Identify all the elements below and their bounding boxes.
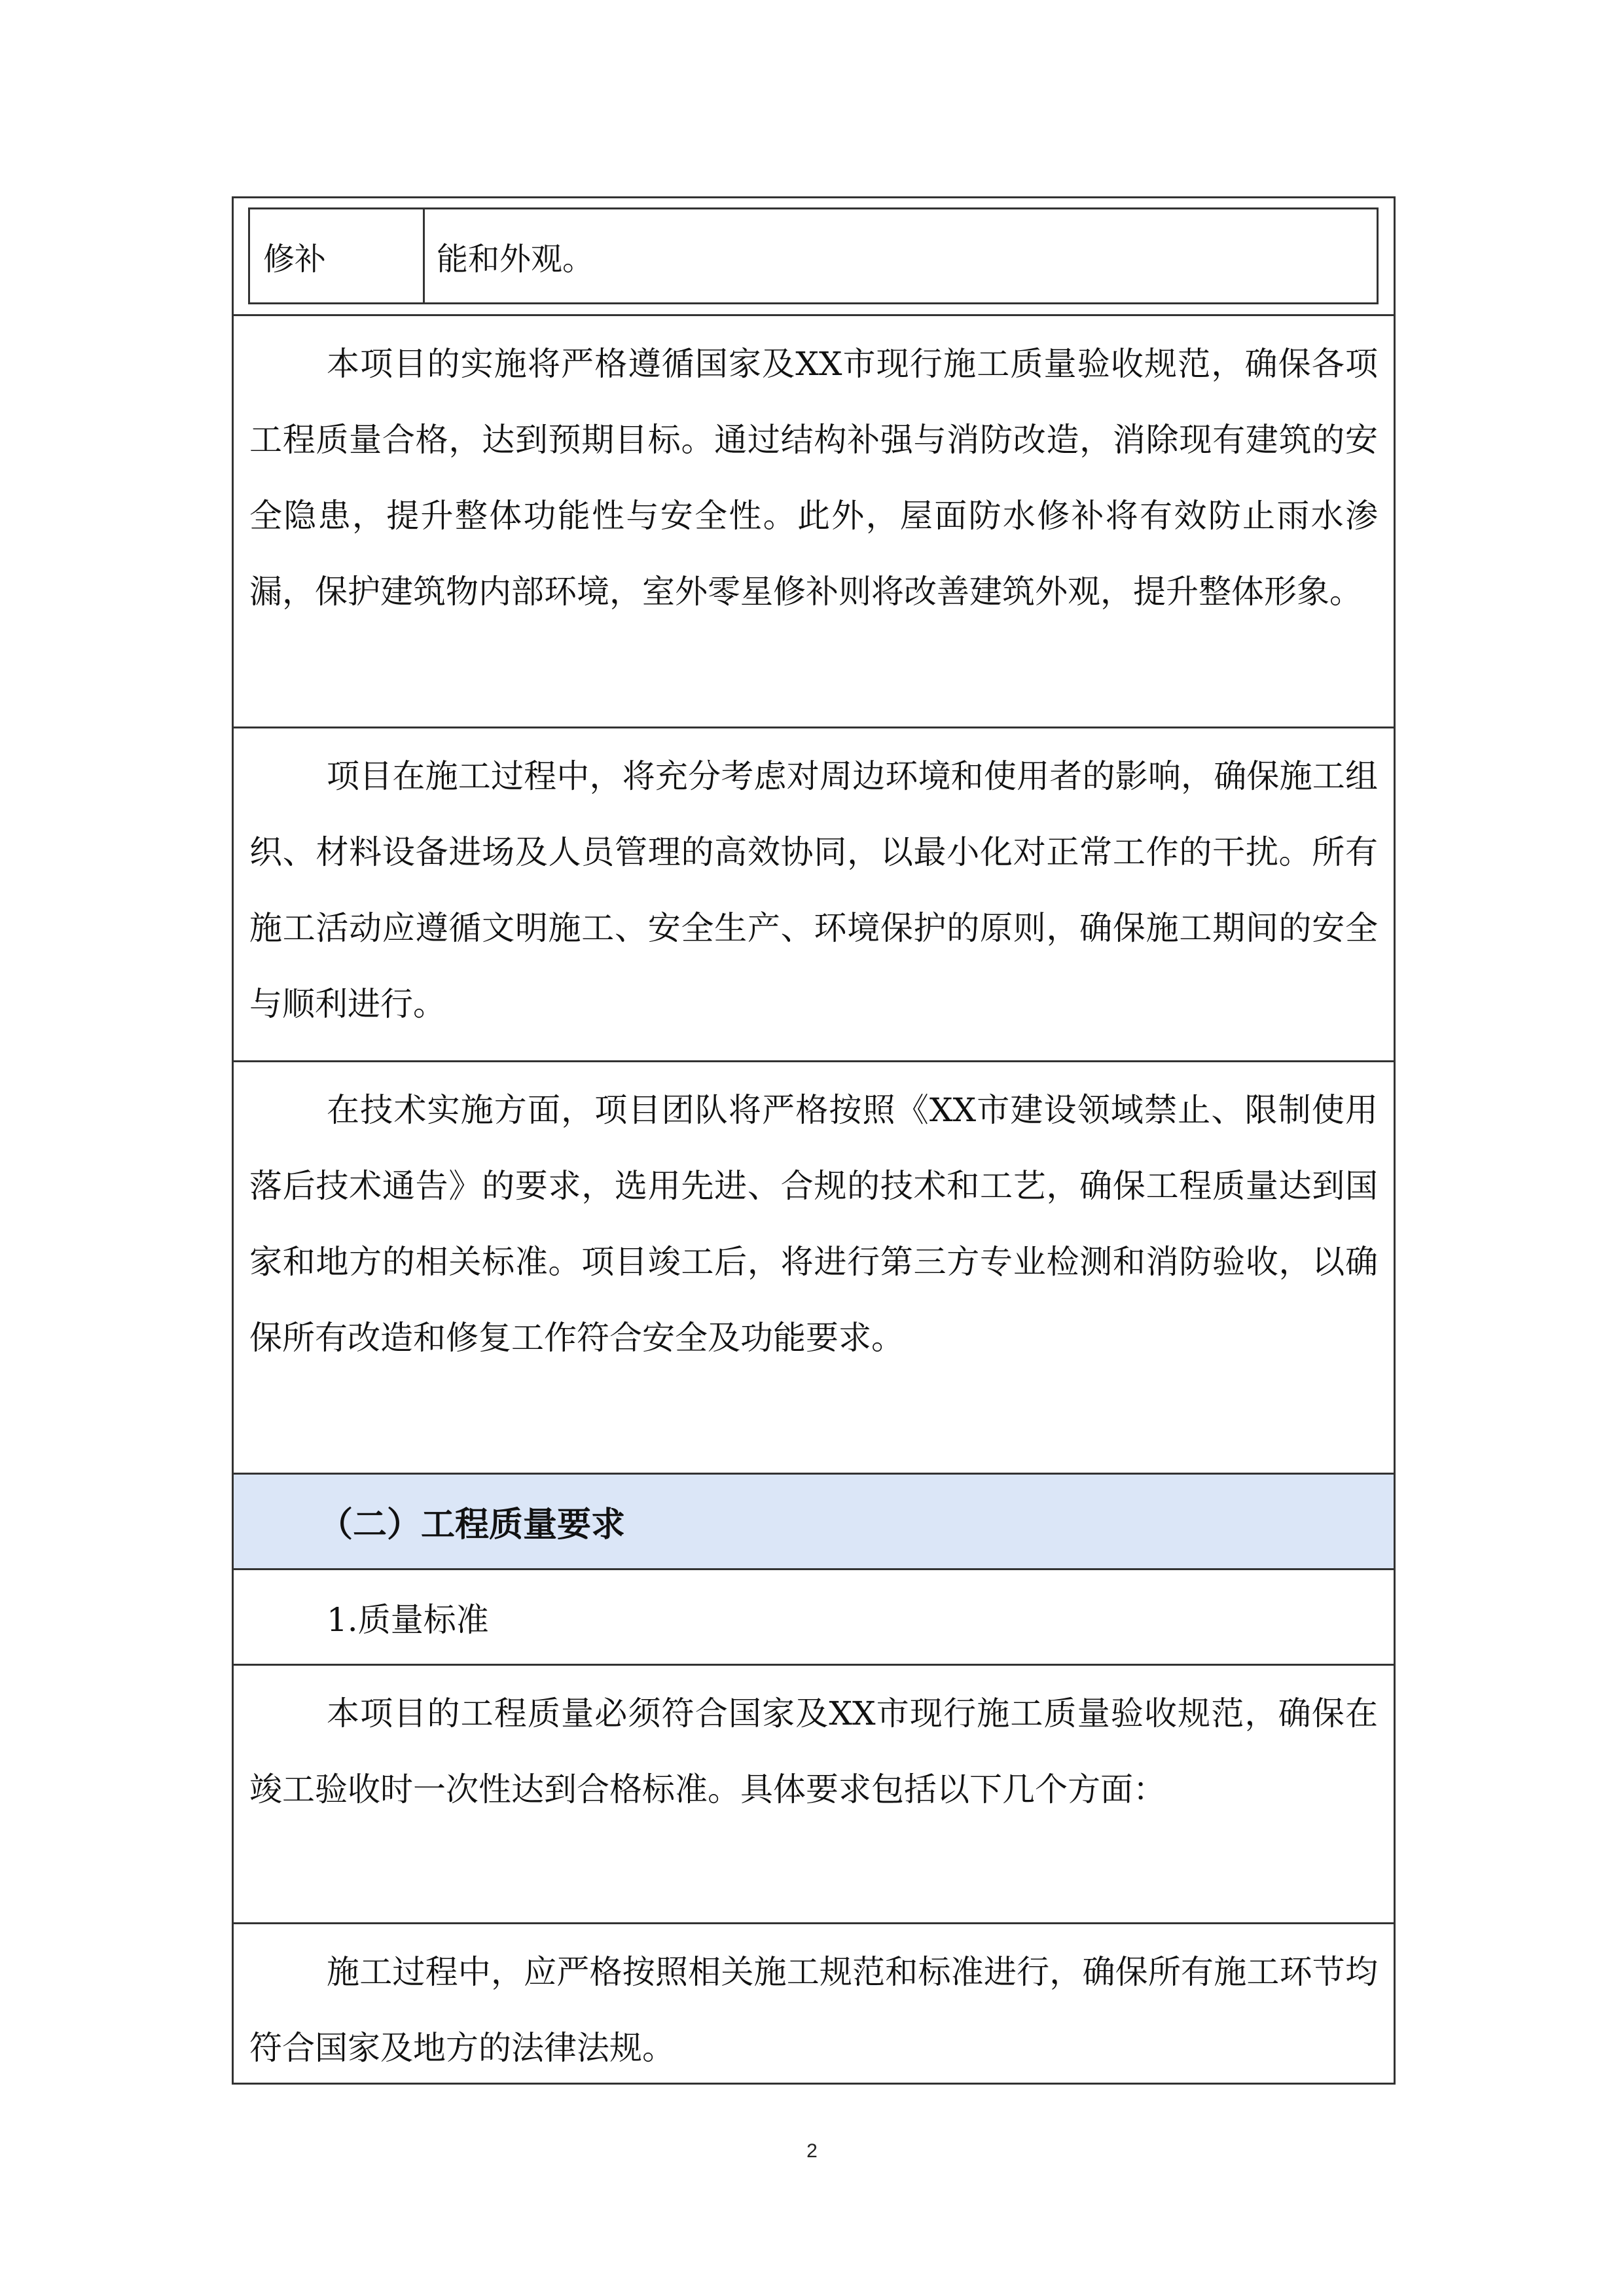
subsection-heading-row	[234, 1570, 1394, 1666]
subsection-heading: 1.质量标准	[327, 1600, 489, 1639]
paragraph-row	[234, 728, 1394, 1062]
nested-table	[248, 207, 1379, 304]
document-table	[232, 196, 1396, 2085]
nested-table-row	[234, 198, 1394, 316]
paragraph-construction-process: 项目在施工过程中，将充分考虑对周边环境和使用者的影响，确保施工组织、材料设备进场及人员管理的高效协同，以最小化对正常工作的干扰。所有施工活动应遵循文明施工、安全生产、环境保护的原则，确保施工期间的安全与顺利进行。	[249, 757, 1378, 1023]
section-heading-row	[234, 1475, 1394, 1570]
section-heading: （二）工程质量要求	[319, 1505, 626, 1545]
paragraph-technical-implementation: 在技术实施方面，项目团队将严格按照《XX市建设领域禁止、限制使用落后技术通告》的要求，选用先进、合规的技术和工艺，确保工程质量达到国家和地方的相关标准。项目竣工后，将进行第三方专业检测和消防验收，以确保所有改造和修复工作符合安全及功能要求。	[249, 1091, 1378, 1357]
nested-cell-value: 能和外观。	[437, 240, 594, 278]
page-number: 2	[806, 2140, 818, 2162]
paragraph-row	[234, 316, 1394, 728]
paragraph-construction-compliance: 施工过程中，应严格按照相关施工规范和标准进行，确保所有施工环节均符合国家及地方的法律法规。	[249, 1953, 1378, 2067]
paragraph-row	[234, 1062, 1394, 1475]
paragraph-row	[234, 1666, 1394, 1924]
paragraph-quality-standard: 本项目的工程质量必须符合国家及XX市现行施工质量验收规范，确保在竣工验收时一次性达到合格标准。具体要求包括以下几个方面：	[249, 1695, 1378, 1808]
nested-cell-label: 修补	[250, 209, 425, 302]
paragraph-implementation: 本项目的实施将严格遵循国家及XX市现行施工质量验收规范，确保各项工程质量合格，达到预期目标。通过结构补强与消防改造，消除现有建筑的安全隐患，提升整体功能性与安全性。此外，屋面防水修补将有效防止雨水渗漏，保护建筑物内部环境，室外零星修补则将改善建筑外观，提升整体形象。	[249, 345, 1378, 611]
paragraph-row	[234, 1924, 1394, 2083]
